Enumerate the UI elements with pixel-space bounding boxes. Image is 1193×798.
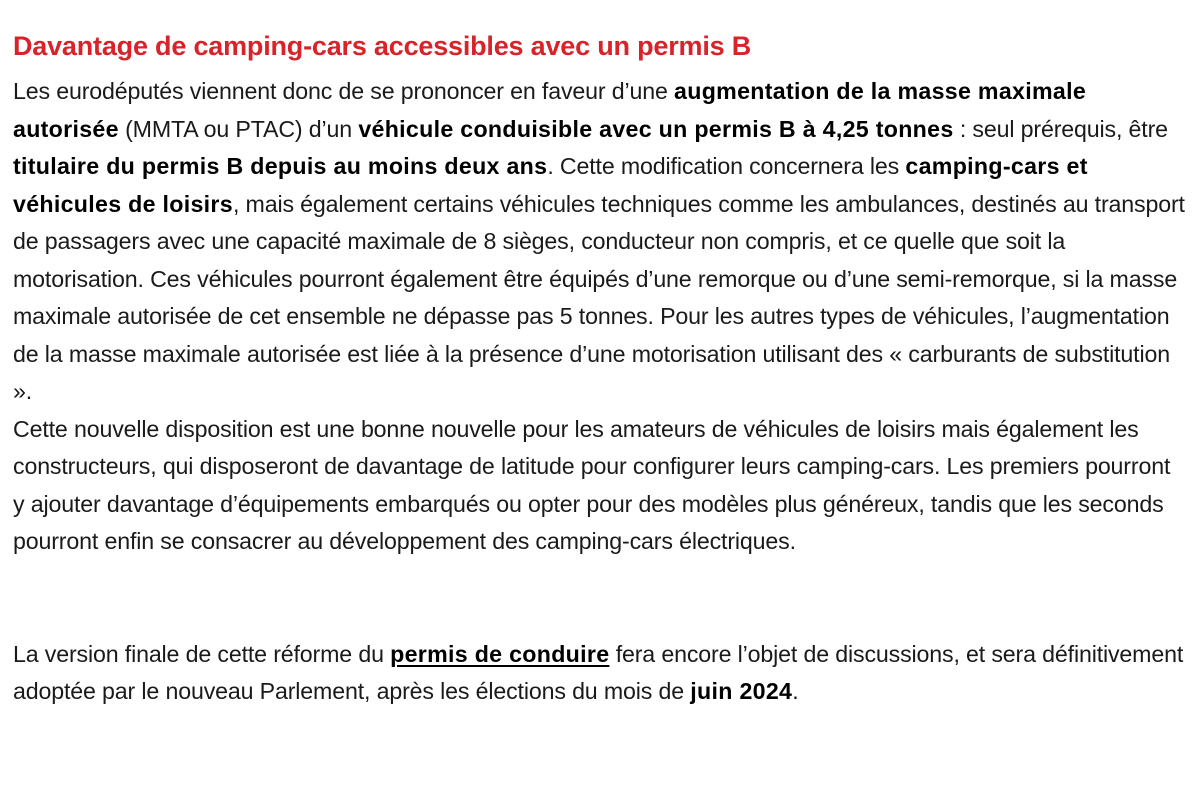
text: La version finale de cette réforme du — [13, 640, 391, 667]
text: fera encore l’objet de discussions, et sera définitivement adoptée par le nouveau Parlement, après les élections du mois de — [13, 640, 1184, 704]
emphasis: juin 2024 — [690, 678, 793, 704]
paragraph-1 — [13, 73, 1185, 411]
section-heading: Davantage de camping-cars accessibles avec un permis B — [13, 31, 752, 61]
text: Les eurodéputés viennent donc de se prononcer en faveur d’une — [13, 78, 675, 104]
text: , mais également certains véhicules techniques comme les ambulances, destinés au transport de passagers avec une capacité maximale de 8 sièges, conducteur non compris, et ce quelle que soit la motorisation. Ces véhicules pourront également être équipés d’une remorque ou d’une semi-remorque, si la masse maximale autorisée de cet ensemble ne dépasse pas 5 tonnes. Pour les autres types de véhicules, l’augmentation de la masse maximale autorisée est liée à la présence d’une motorisation utilisant des « carburants de substitution ». — [13, 190, 1185, 404]
paragraph-2: Cette nouvelle disposition est une bonne nouvelle pour les amateurs de véhicules de loisirs mais également les constructeurs, qui disposeront de davantage de latitude pour configurer leurs camping-cars. Les premiers pourront y ajouter davantage d’équipements embarqués ou opter pour des modèles plus généreux, tandis que les seconds pourront enfin se consacrer au développement des camping-cars électriques. — [13, 415, 1171, 554]
text: (MMTA ou PTAC) d’un — [118, 115, 359, 142]
emphasis: titulaire du permis B depuis au moins deux ans — [13, 153, 548, 179]
permis-de-conduire-link[interactable]: permis de conduire — [390, 640, 610, 667]
text: : seul prérequis, être — [953, 115, 1168, 142]
text: . — [792, 678, 799, 704]
spacer — [13, 561, 1185, 636]
emphasis: véhicule conduisible avec un permis B à 4,25 tonnes — [358, 115, 954, 142]
emphasis: camping-cars et véhicules de loisirs — [13, 153, 1088, 217]
emphasis: augmentation de la masse maximale autorisée — [13, 78, 1087, 142]
paragraph-3 — [13, 636, 1185, 711]
text: . Cette modification concernera les — [547, 153, 906, 179]
